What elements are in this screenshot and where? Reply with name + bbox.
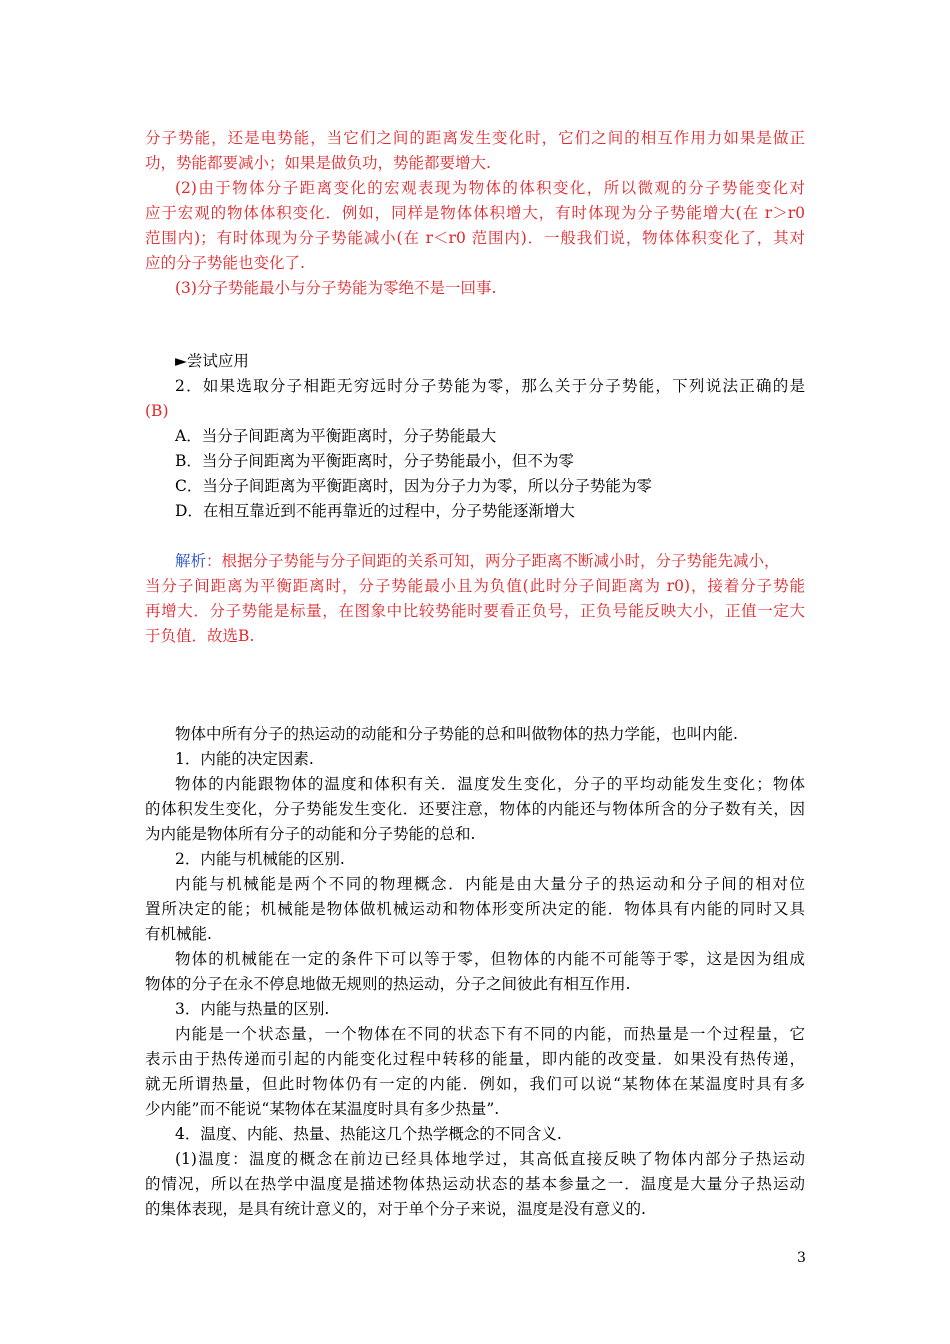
paragraph-line: 3．内能与热量的区别. <box>175 1000 330 1018</box>
paragraph-line: 表示由于热传递而引起的内能变化过程中转移的能量，即内能的改变量．如果没有热传递， <box>145 1050 805 1068</box>
question-answer: (B) <box>145 402 169 420</box>
page-number: 3 <box>797 1250 806 1266</box>
paragraph-line: 为内能是物体所有分子的动能和分子势能的总和. <box>145 825 476 843</box>
paragraph-line: 物体的内能跟物体的温度和体积有关．温度发生变化，分子的平均动能发生变化；物体 <box>175 775 805 793</box>
paragraph-line: 内能是一个状态量，一个物体在不同的状态下有不同的内能，而热量是一个过程量，它 <box>175 1025 805 1043</box>
analysis-line-1 <box>175 550 805 572</box>
option-b: B．当分子间距离为平衡距离时，分子势能最小，但不为零 <box>175 452 574 470</box>
paragraph-line: 物体的机械能在一定的条件下可以等于零，但物体的内能不可能等于零，这是因为组成 <box>175 950 805 968</box>
paragraph-line: 范围内)；有时体现为分子势能减小(在 r＜r0 范围内)．一般我们说，物体体积变化了，其对 <box>145 229 805 247</box>
paragraph-line: 4．温度、内能、热量、热能这几个热学概念的不同含义. <box>175 1125 562 1143</box>
analysis-line: 当分子间距离为平衡距离时，分子势能最小且为负值(此时分子间距离为 r0)，接着分子势能 <box>145 577 805 595</box>
paragraph-line: 的体积发生变化，分子势能发生变化．还要注意，物体的内能还与物体所含的分子数有关，因 <box>145 800 805 818</box>
paragraph-line: (3)分子势能最小与分子势能为零绝不是一回事. <box>175 279 497 297</box>
paragraph-line: (2)由于物体分子距离变化的宏观表现为物体的体积变化，所以微观的分子势能变化对 <box>175 179 805 197</box>
paragraph-line: 物体中所有分子的热运动的动能和分子势能的总和叫做物体的热力学能，也叫内能. <box>175 725 738 743</box>
paragraph-line: 的集体表现，是具有统计意义的，对于单个分子来说，温度是没有意义的. <box>145 1200 646 1218</box>
paragraph-line: 功，势能都要减小；如果是做负功，势能都要增大. <box>145 154 491 172</box>
paragraph-line: 应的分子势能也变化了. <box>145 254 305 272</box>
paragraph-line: (1)温度：温度的概念在前边已经具体地学过，其高低直接反映了物体内部分子热运动 <box>175 1150 805 1168</box>
analysis-label: 解析 <box>175 552 207 570</box>
paragraph-line: 置所决定的能；机械能是物体做机械运动和物体形变所决定的能．物体具有内能的同时又具 <box>145 900 805 918</box>
paragraph-line: 2．内能与机械能的区别. <box>175 850 345 868</box>
paragraph-line: 少内能”而不能说“某物体在某温度时具有多少热量”. <box>145 1100 500 1118</box>
analysis-line: 于负值．故选B. <box>145 627 255 645</box>
paragraph-line: 物体的分子在永不停息地做无规则的热运动，分子之间彼此有相互作用. <box>145 975 631 993</box>
paragraph-line: 有机械能. <box>145 925 212 943</box>
analysis-line: 再增大．分子势能是标量，在图象中比较势能时要看正负号，正负号能反映大小，正值一定大 <box>145 602 805 620</box>
paragraph-line: 分子势能，还是电势能，当它们之间的距离发生变化时，它们之间的相互作用力如果是做正 <box>145 129 805 147</box>
option-a: A．当分子间距离为平衡距离时，分子势能最大 <box>175 427 497 445</box>
paragraph-line: 1．内能的决定因素. <box>175 750 314 768</box>
paragraph-line: 的情况，所以在热学中温度是描述物体热运动状态的基本参量之一．温度是大量分子热运动 <box>145 1175 805 1193</box>
section-title: ►尝试应用 <box>175 352 249 370</box>
paragraph-line: 内能与机械能是两个不同的物理概念．内能是由大量分子的热运动和分子间的相对位 <box>175 875 805 893</box>
option-d: D．在相互靠近到不能再靠近的过程中，分子势能逐渐增大 <box>175 502 575 520</box>
option-c: C．当分子间距离为平衡距离时，因为分子力为零，所以分子势能为零 <box>175 477 652 495</box>
paragraph-line: 就无所谓热量，但此时物体仍有一定的内能．例如，我们可以说“某物体在某温度时具有多 <box>145 1075 805 1093</box>
analysis-text: ：根据分子势能与分子间距的关系可知，两分子距离不断减小时，分子势能先减小， <box>206 552 780 570</box>
question-stem: 2．如果选取分子相距无穷远时分子势能为零，那么关于分子势能，下列说法正确的是 <box>175 377 805 395</box>
paragraph-line: 应于宏观的物体体积变化．例如，同样是物体体积增大，有时体现为分子势能增大(在 r＞r0 <box>145 204 805 222</box>
